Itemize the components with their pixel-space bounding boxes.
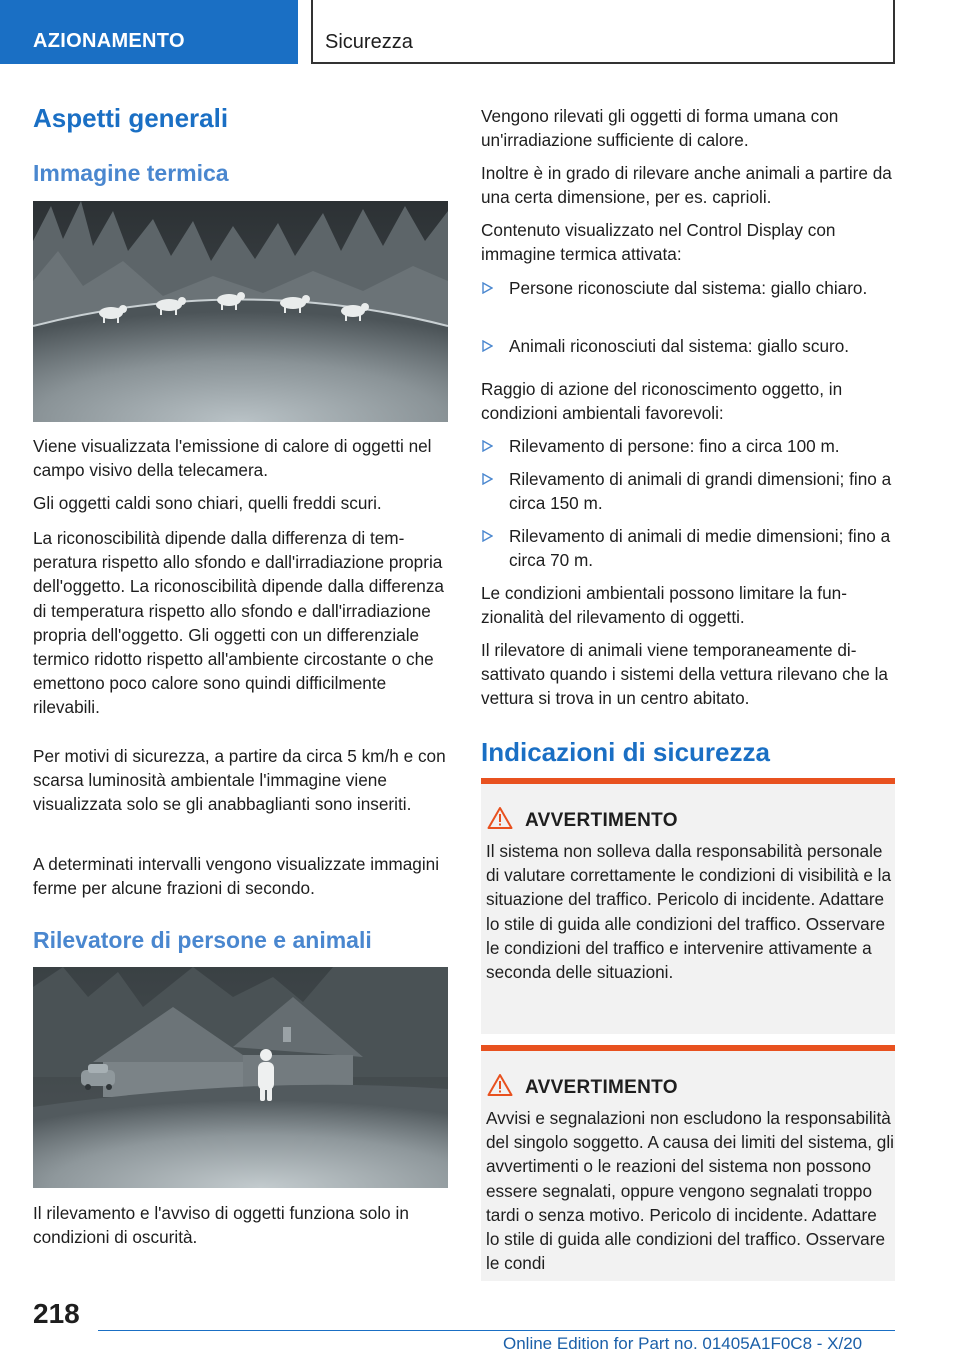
triangle-bullet-icon: [481, 530, 493, 542]
thermal-paragraph-5: A determinati intervalli vengono visualizzate immagini ferme per alcune frazioni di secondo.: [33, 854, 440, 899]
detector-image-illustration: [33, 967, 448, 1188]
header-chapter-label: Sicurezza: [325, 31, 413, 53]
heading-thermal-image: Immagine termica: [33, 160, 229, 186]
header-section-tab: [0, 0, 298, 64]
triangle-bullet-icon: [481, 282, 493, 294]
page-number: 218: [33, 1298, 80, 1329]
detector-paragraph: Il rilevamento e l'avviso di oggetti funziona solo in condizioni di oscurità.: [33, 1203, 409, 1248]
warning-1-text: Il sistema non solleva dalla responsabilità personale di valutare correttamente le condizioni di visibilità e la situazione del traffico. Pericolo di incidente. Adattare lo stile di guida alle condizioni del traffico. Osservare le condizioni del traffico e intervenire attivamente a seconda delle situazioni.: [486, 841, 892, 983]
thermal-image-illustration: [33, 201, 448, 422]
deactivation-paragraph: Il rilevatore di animali viene temporaneamente disattivato quando i sistemi della vettura rilevano che la vettura si trova in un centro abitato.: [481, 640, 888, 709]
warning-2-text: Avvisi e segnalazioni non escludono la responsabilità del singolo soggetto. A causa dei limiti del sistema, gli avvertimenti o le reazioni del sistema non possono essere segnalati, oppure vengono segnalati troppo tardi o senza motivo. Pericolo di incidente. Adattare lo stile di guida alle condizioni del traffico. Osservare le condi: [486, 1108, 894, 1274]
display-bullet-1: Persone riconosciute dal sistema: giallo chiaro.: [481, 276, 895, 300]
triangle-bullet-icon: [481, 340, 493, 352]
warning-2-title: AVVERTIMENTO: [525, 1077, 678, 1098]
display-bullet-2: Animali riconosciuti dal sistema: giallo scuro.: [481, 334, 895, 358]
detector-paragraph-1: Vengono rilevati gli oggetti di forma umana con un'irradiazione sufficiente di calore.: [481, 106, 839, 151]
thermal-paragraph-3: La riconoscibilità dipende dalla differenza di temperatura rispetto allo sfondo e dall'irradiazione propria dell'oggetto. La riconoscibilità dipende dalla differenza di temperatura rispetto allo sfondo e dall'irradiazione propria dell'oggetto. Gli oggetti con un differenziale termico ridotto rispetto all'ambiente circostante o che emettono poco calore sono quindi difficilmente rilevabili.: [33, 528, 444, 718]
range-paragraph: Raggio di azione del riconoscimento oggetto, in condizioni ambientali favorevoli:: [481, 379, 843, 424]
thermal-paragraph-2: Gli oggetti caldi sono chiari, quelli freddi scuri.: [33, 493, 382, 513]
heading-person-animal-detector: Rilevatore di persone e animali: [33, 927, 372, 953]
footer-edition: Online Edition for Part no. 01405A1F0C8 - X/20: [503, 1334, 863, 1353]
heading-general: Aspetti generali: [33, 103, 229, 133]
range-bullet-2: Rilevamento di animali di grandi dimensioni; fino a circa 150 m.: [481, 467, 895, 515]
triangle-bullet-icon: [481, 473, 493, 485]
limitations-paragraph: Le condizioni ambientali possono limitare la funzionalità del rilevamento di oggetti.: [481, 583, 847, 628]
range-bullet-1: Rilevamento di persone: fino a circa 100 m.: [481, 434, 895, 458]
triangle-bullet-icon: [481, 440, 493, 452]
header-section-label: AZIONAMENTO: [33, 30, 185, 52]
warning-triangle-icon: [487, 1073, 513, 1097]
detector-paragraph-2: Inoltre è in grado di rilevare anche animali a partire da una certa dimensione, per es. caprioli.: [481, 163, 892, 208]
range-bullet-3: Rilevamento di animali di medie dimensioni; fino a circa 70 m.: [481, 524, 895, 572]
detector-paragraph-3: Contenuto visualizzato nel Control Display con immagine termica attivata:: [481, 220, 836, 265]
warning-box-1: [481, 778, 895, 1034]
header-chapter-box: [311, 0, 895, 64]
footer-divider: [98, 1330, 895, 1331]
warning-triangle-icon: [487, 806, 513, 830]
warning-1-title: AVVERTIMENTO: [525, 810, 678, 831]
warning-box-2: [481, 1045, 895, 1281]
thermal-paragraph-4: Per motivi di sicurezza, a partire da circa 5 km/h e con scarsa luminosità ambientale l'immagine viene visualizzata solo se gli anabbaglianti sono inseriti.: [33, 746, 446, 815]
heading-safety-notes: Indicazioni di sicurezza: [481, 737, 770, 767]
thermal-paragraph-1: Viene visualizzata l'emissione di calore di oggetti nel campo visivo della telecamera.: [33, 436, 432, 481]
